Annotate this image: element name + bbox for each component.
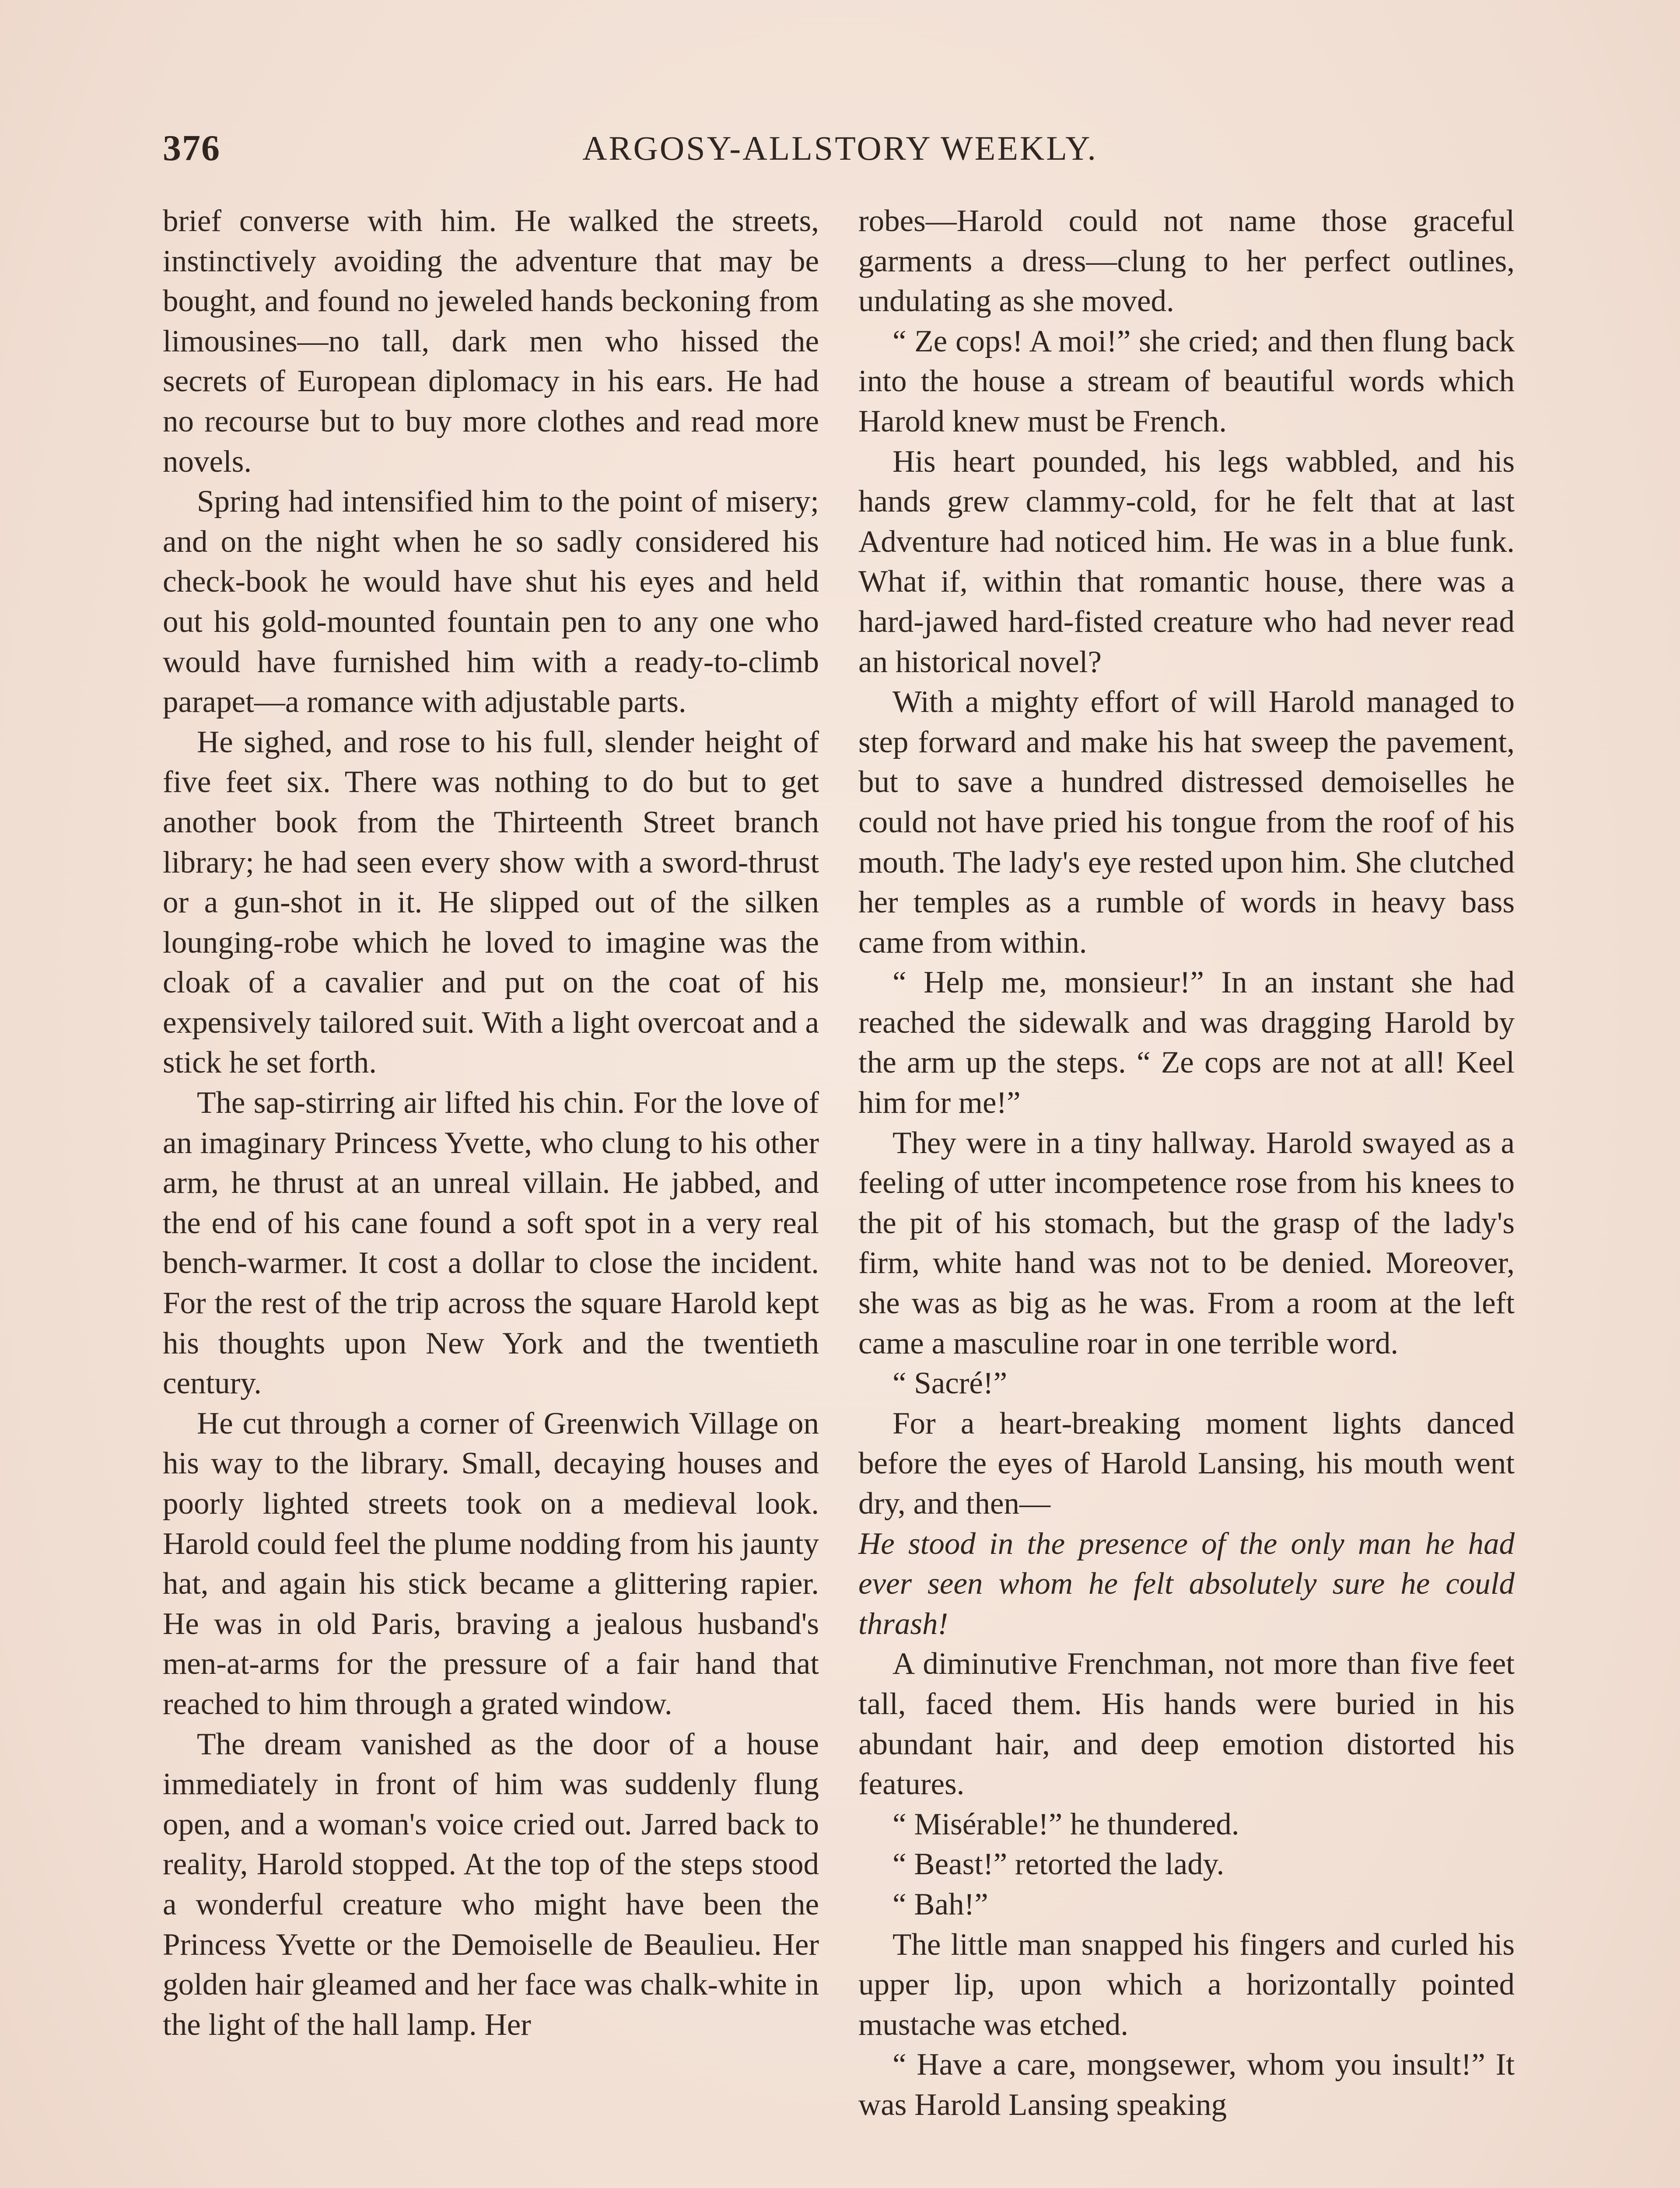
paragraph: The little man snapped his fingers and curled his upper lip, upon which a horizontally pointed mustache was etched. [858, 1927, 1515, 2042]
paragraph: “ Ze cops! A moi!” she cried; and then flung back into the house a stream of beautiful words which Harold knew must be French. [858, 324, 1515, 438]
paragraph: He stood in the presence of the only man he had ever seen whom he felt absolutely sure he could thrash! [858, 1526, 1515, 1641]
paragraph: “ Beast!” retorted the lady. [892, 1847, 1225, 1882]
running-head: ARGOSY-ALLSTORY WEEKLY. [582, 129, 1098, 167]
paragraph: He sighed, and rose to his full, slender height of five feet six. There was nothing to do but to get another book from the Thirteenth Street branch library; he had seen every show with a sword-thrust or a gun-shot in it. He slipped out of the silken lounging-robe which he loved to imagine was the cloak of a cavalier and put on the coat of his expensively tailored suit. With a light overcoat and a stick he set forth. [163, 725, 819, 1080]
paragraph: “ Sacré!” [892, 1366, 1008, 1401]
paragraph: “ Have a care, mongsewer, whom you insult!” It was Harold Lansing speaking [858, 2048, 1515, 2122]
page-number: 376 [163, 128, 220, 168]
paragraph: robes—Harold could not name those graceful garments a dress—clung to her perfect outlines, undulating as she moved. [858, 204, 1515, 319]
paragraph: brief converse with him. He walked the streets, instinctively avoiding the adventure that may be bought, and found no jeweled hands beckoning from limousines—no tall, dark men who hissed the secrets of European diplomacy in his ears. He had no recourse but to buy more clothes and read more novels. [163, 204, 819, 479]
paragraph: “ Bah!” [892, 1887, 988, 1922]
paragraph: The sap-stirring air lifted his chin. For the love of an imaginary Princess Yvette, who clung to his other arm, he thrust at an unreal villain. He jabbed, and the end of his cane found a soft spot in a very real bench-warmer. It cost a dollar to close the incident. For the rest of the trip across the square Harold kept his thoughts upon New York and the twentieth century. [163, 1086, 819, 1401]
paragraph: Spring had intensified him to the point of misery; and on the night when he so sadly considered his check-book he would have shut his eyes and held out his gold-mounted fountain pen to any one who would have furnished him with a ready-to-climb parapet—a romance with adjustable parts. [163, 484, 819, 719]
paragraph: He cut through a corner of Greenwich Village on his way to the library. Small, decaying houses and poorly lighted streets took on a medieval look. Harold could feel the plume nodding from his jaunty hat, and again his stick became a glittering rapier. He was in old Paris, braving a jealous husband's men-at-arms for the pressure of a fair hand that reached to him through a grated window. [163, 1406, 819, 1721]
paragraph: “ Misérable!” he thundered. [892, 1807, 1239, 1841]
page-header [163, 127, 1517, 179]
left-column [163, 201, 819, 2045]
paragraph: For a heart-breaking moment lights danced before the eyes of Harold Lansing, his mouth went dry, and then— [858, 1406, 1515, 1521]
paragraph: A diminutive Frenchman, not more than five feet tall, faced them. His hands were buried in his abundant hair, and deep emotion distorted his features. [858, 1647, 1515, 1802]
paragraph: They were in a tiny hallway. Harold swayed as a feeling of utter incompetence rose from his knees to the pit of his stomach, but the grasp of the lady's firm, white hand was not to be denied. Moreover, she was as big as he was. From a room at the left came a masculine roar in one terrible word. [858, 1126, 1515, 1360]
paragraph: The dream vanished as the door of a house immediately in front of him was suddenly flung open, and a woman's voice cried out. Jarred back to reality, Harold stopped. At the top of the steps stood a wonderful creature who might have been the Princess Yvette or the Demoiselle de Beaulieu. Her golden hair gleamed and her face was chalk-white in the light of the hall lamp. Her [163, 1727, 819, 2042]
paragraph: “ Help me, monsieur!” In an instant she had reached the sidewalk and was dragging Harold by the arm up the steps. “ Ze cops are not at all! Keel him for me!” [858, 965, 1515, 1120]
right-column [858, 201, 1515, 2125]
paragraph: His heart pounded, his legs wabbled, and his hands grew clammy-cold, for he felt that at last Adventure had noticed him. He was in a blue funk. What if, within that romantic house, there was a hard-jawed hard-fisted creature who had never read an historical novel? [858, 444, 1515, 679]
paragraph: With a mighty effort of will Harold managed to step forward and make his hat sweep the pavement, but to save a hundred distressed demoiselles he could not have pried his tongue from the roof of his mouth. The lady's eye rested upon him. She clutched her temples as a rumble of words in heavy bass came from within. [858, 685, 1515, 960]
